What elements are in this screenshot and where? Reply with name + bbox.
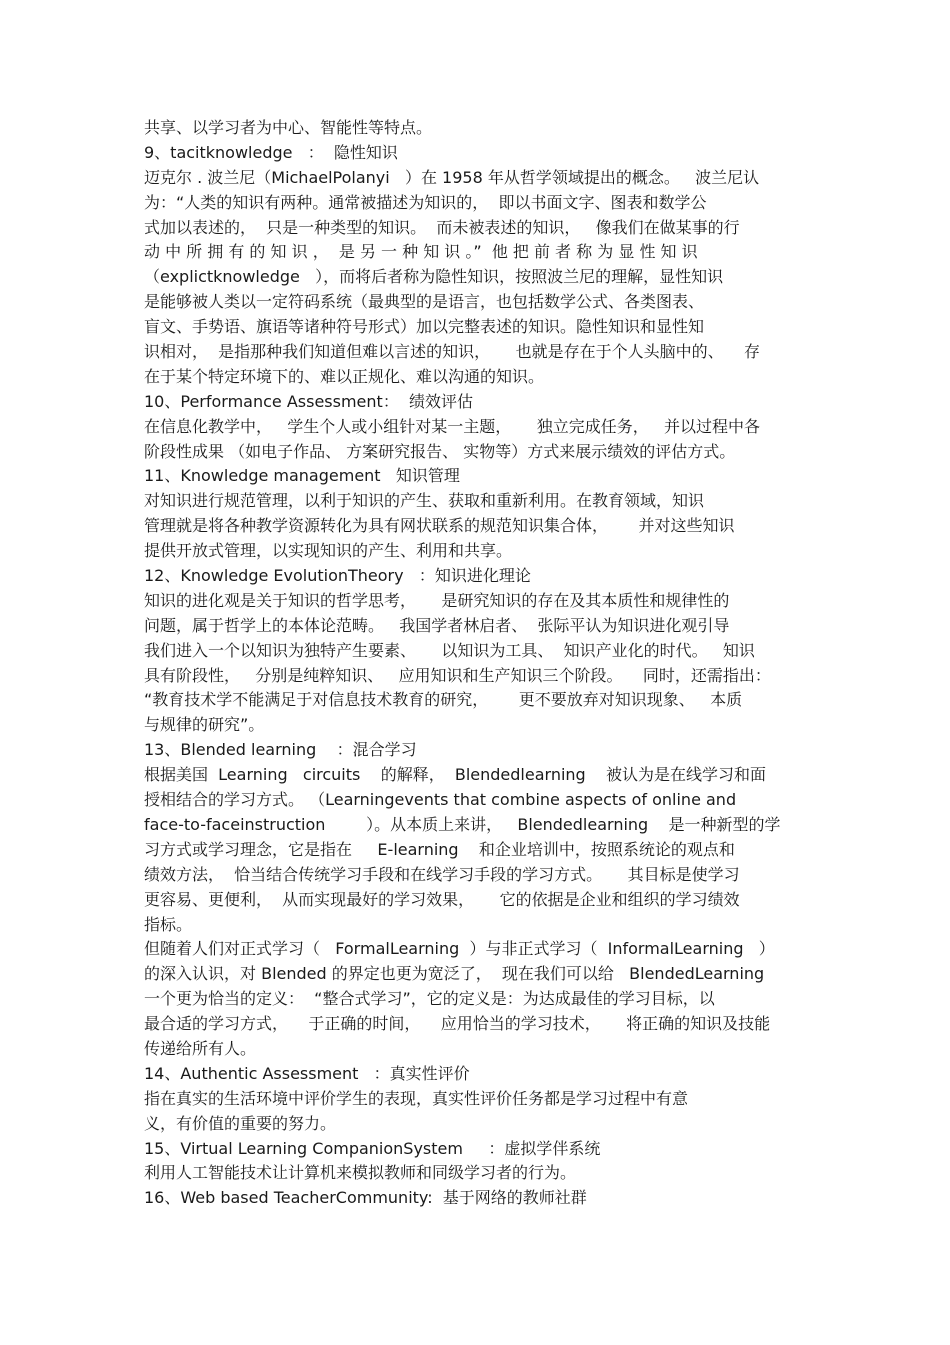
text-line: 根据美国 Learning circuits 的解释， Blendedlearning 被认为是在线学习和面: [144, 765, 767, 785]
term-heading: 13、Blended learning ：混合学习: [144, 740, 417, 760]
term-heading: 16、Web based TeacherCommunity: 基于网络的教师社群: [144, 1188, 587, 1208]
text-line: 利用人工智能技术让计算机来模拟教师和同级学习者的行为。: [144, 1163, 577, 1183]
text-line: 阶段性成果 （如电子作品、 方案研究报告、 实物等）方式来展示绩效的评估方式。: [144, 441, 736, 461]
text-line: 习方式或学习理念，它是指在 E-learning 和企业培训中，按照系统论的观点和: [144, 839, 735, 859]
text-line: face-to-faceinstruction ）。从本质上来讲， Blendedlearning 是一种新型的学: [144, 814, 781, 834]
term-heading: 12、Knowledge EvolutionTheory ：知识进化理论: [144, 566, 531, 586]
text-line: 式加以表述的， 只是一种类型的知识。 而未被表述的知识， 像我们在做某事的行: [144, 217, 740, 237]
text-line: 更容易、更便利， 从而实现最好的学习效果， 它的依据是企业和组织的学习绩效: [144, 889, 740, 909]
text-line: 对知识进行规范管理，以利于知识的产生、获取和重新利用。在教育领域，知识: [144, 491, 705, 511]
document-body: [144, 116, 812, 1211]
text-line: 指标。: [144, 914, 193, 934]
text-line: 授相结合的学习方式。 （Learningevents that combine aspects of online and: [144, 790, 737, 810]
text-line: 识相对， 是指那种我们知道但难以言述的知识， 也就是存在于个人头脑中的、 存: [144, 342, 760, 362]
text-line: 迈克尔 . 波兰尼（MichaelPolanyi ）在 1958 年从哲学领域提出的概念。 波兰尼认: [144, 167, 760, 187]
text-line: 问题，属于哲学上的本体论范畴。 我国学者林启者、 张际平认为知识进化观引导: [144, 615, 730, 635]
text-line: 盲文、手势语、旗语等诸种符号形式）加以完整表述的知识。隐性知识和显性知: [144, 317, 705, 337]
text-line: 管理就是将各种教学资源转化为具有网状联系的规范知识集合体， 并对这些知识: [144, 516, 735, 536]
text-line: 在于某个特定环境下的、难以正规化、难以沟通的知识。: [144, 366, 545, 386]
text-line: 动 中 所 拥 有 的 知 识 ， 是 另 一 种 知 识 。” 他 把 前 者 称 为 显 性 知 识: [144, 242, 698, 262]
term-heading: 11、Knowledge management 知识管理: [144, 466, 460, 486]
term-heading: 14、Authentic Assessment ：真实性评价: [144, 1063, 470, 1083]
text-line: 在信息化教学中， 学生个人或小组针对某一主题， 独立完成任务， 并以过程中各: [144, 416, 760, 436]
text-line: “教育技术学不能满足于对信息技术教育的研究， 更不要放弃对知识现象、 本质: [144, 690, 743, 710]
text-line: 是能够被人类以一定符码系统（最典型的是语言，也包括数学公式、各类图表、: [144, 292, 705, 312]
text-line: 绩效方法， 恰当结合传统学习手段和在线学习手段的学习方式。 其目标是使学习: [144, 864, 740, 884]
term-heading: 10、Performance Assessment： 绩效评估: [144, 391, 473, 411]
term-heading: 15、Virtual Learning CompanionSystem ：虚拟学伴系统: [144, 1138, 601, 1158]
text-line: 具有阶段性， 分别是纯粹知识、 应用知识和生产知识三个阶段。 同时，还需指出：: [144, 665, 771, 685]
text-line: 提供开放式管理，以实现知识的产生、利用和共享。: [144, 541, 513, 561]
text-line: 最合适的学习方式， 于正确的时间， 应用恰当的学习技术， 将正确的知识及技能: [144, 1014, 771, 1034]
text-line: 一个更为恰当的定义： “整合式学习”，它的定义是：为达成最佳的学习目标，以: [144, 989, 715, 1009]
text-line: 为：“人类的知识有两种。通常被描述为知识的， 即以书面文字、图表和数学公: [144, 192, 707, 212]
text-line: 义，有价值的重要的努力。: [144, 1113, 337, 1133]
text-line: 的深入认识，对 Blended 的界定也更为宽泛了， 现在我们可以给 BlendedLearning: [144, 964, 765, 984]
text-line: （explictknowledge ），而将后者称为隐性知识，按照波兰尼的理解，显性知识: [144, 267, 724, 287]
text-line: 与规律的研究”。: [144, 715, 265, 735]
text-line: 传递给所有人。: [144, 1038, 257, 1058]
text-line: 但随着人们对正式学习（ FormalLearning ）与非正式学习（ InformalLearning ）: [144, 939, 775, 959]
text-line: 知识的进化观是关于知识的哲学思考， 是研究知识的存在及其本质性和规律性的: [144, 590, 730, 610]
text-line: 指在真实的生活环境中评价学生的表现，真实性评价任务都是学习过程中有意: [144, 1088, 689, 1108]
term-heading: 9、tacitknowledge ： 隐性知识: [144, 142, 398, 162]
text-line: 共享、以学习者为中心、智能性等特点。: [144, 118, 433, 137]
text-line: 我们进入一个以知识为独特产生要素、 以知识为工具、 知识产业化的时代。 知识: [144, 640, 755, 660]
